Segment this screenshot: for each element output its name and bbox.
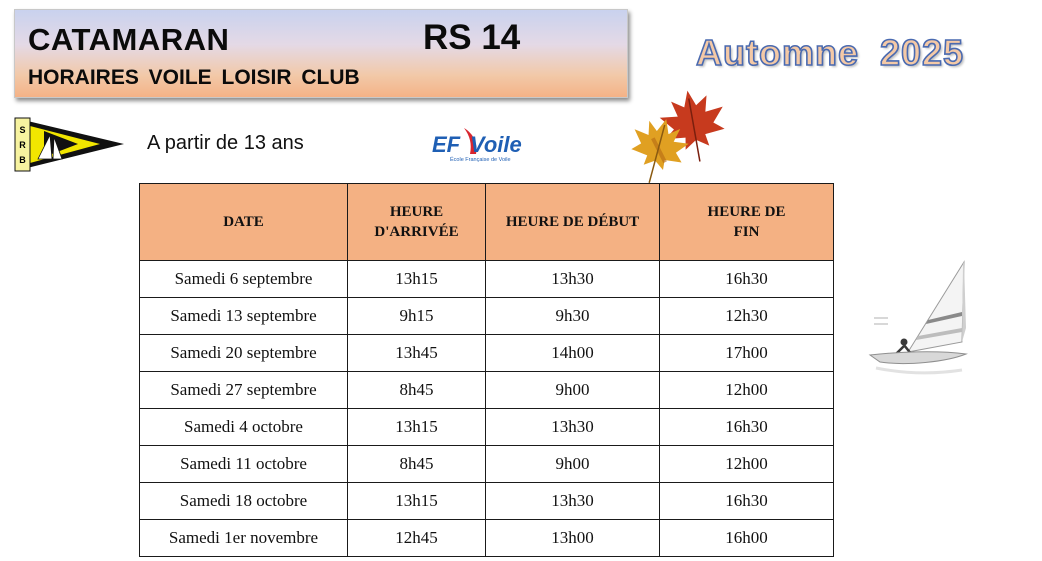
table-row [140, 335, 834, 372]
col-header-end-line1: HEURE DE [707, 204, 786, 220]
cell-arrival: 8h45 [348, 372, 486, 409]
efvoile-logo-icon [430, 122, 545, 166]
efvoile-brand-voile: Voile [470, 132, 522, 157]
club-letter-r: R [19, 140, 26, 150]
table-row [140, 483, 834, 520]
cell-end: 16h30 [660, 409, 834, 446]
cell-start: 13h30 [486, 261, 660, 298]
page-title: CATAMARAN [28, 22, 230, 57]
cell-date: Samedi 13 septembre [140, 298, 348, 335]
cell-arrival: 13h15 [348, 483, 486, 520]
club-letter-b: B [19, 155, 26, 165]
col-header-date-line: DATE [223, 214, 264, 230]
col-header-start-line: HEURE DE DÉBUT [505, 214, 640, 230]
cell-start: 9h00 [486, 446, 660, 483]
cell-arrival: 12h45 [348, 520, 486, 557]
cell-arrival: 9h15 [348, 298, 486, 335]
table-row [140, 446, 834, 483]
table-header-row [140, 184, 834, 261]
table-row [140, 261, 834, 298]
col-header-start [486, 184, 660, 261]
cell-end: 16h30 [660, 261, 834, 298]
col-header-date [140, 184, 348, 261]
age-requirement: A partir de 13 ans [147, 132, 304, 154]
cell-end: 12h30 [660, 298, 834, 335]
autumn-leaves-icon [622, 90, 734, 184]
table-row [140, 298, 834, 335]
efvoile-brand-ef: EF [432, 132, 461, 157]
cell-date: Samedi 18 octobre [140, 483, 348, 520]
col-header-arrival-line2: D'ARRIVÉE [374, 224, 459, 240]
title-banner [14, 9, 628, 98]
table-row [140, 372, 834, 409]
sailboat-icon [866, 258, 974, 386]
col-header-arrival-line1: HEURE [389, 204, 444, 220]
cell-start: 13h30 [486, 483, 660, 520]
season-label: Automne 2025 [696, 32, 965, 73]
cell-date: Samedi 27 septembre [140, 372, 348, 409]
cell-start: 13h30 [486, 409, 660, 446]
cell-end: 12h00 [660, 446, 834, 483]
schedule-table [139, 183, 834, 557]
page-subtitle: HORAIRES VOILE LOISIR CLUB [28, 66, 360, 89]
table-row [140, 520, 834, 557]
cell-end: 12h00 [660, 372, 834, 409]
cell-start: 9h30 [486, 298, 660, 335]
cell-date: Samedi 20 septembre [140, 335, 348, 372]
club-letter-s: S [19, 125, 26, 135]
col-header-arrival [348, 184, 486, 261]
cell-start: 14h00 [486, 335, 660, 372]
col-header-end-line2: FIN [733, 224, 760, 240]
table-row [140, 409, 834, 446]
cell-date: Samedi 4 octobre [140, 409, 348, 446]
cell-start: 13h00 [486, 520, 660, 557]
cell-end: 16h30 [660, 483, 834, 520]
cell-date: Samedi 1er novembre [140, 520, 348, 557]
col-header-end [660, 184, 834, 261]
cell-arrival: 13h15 [348, 409, 486, 446]
efvoile-tagline: École Française de Voile [450, 157, 511, 163]
cell-end: 17h00 [660, 335, 834, 372]
club-pennant-icon [14, 117, 126, 173]
cell-arrival: 13h15 [348, 261, 486, 298]
cell-start: 9h00 [486, 372, 660, 409]
cell-arrival: 13h45 [348, 335, 486, 372]
boat-class: RS 14 [423, 18, 521, 57]
cell-date: Samedi 6 septembre [140, 261, 348, 298]
cell-arrival: 8h45 [348, 446, 486, 483]
cell-date: Samedi 11 octobre [140, 446, 348, 483]
cell-end: 16h00 [660, 520, 834, 557]
